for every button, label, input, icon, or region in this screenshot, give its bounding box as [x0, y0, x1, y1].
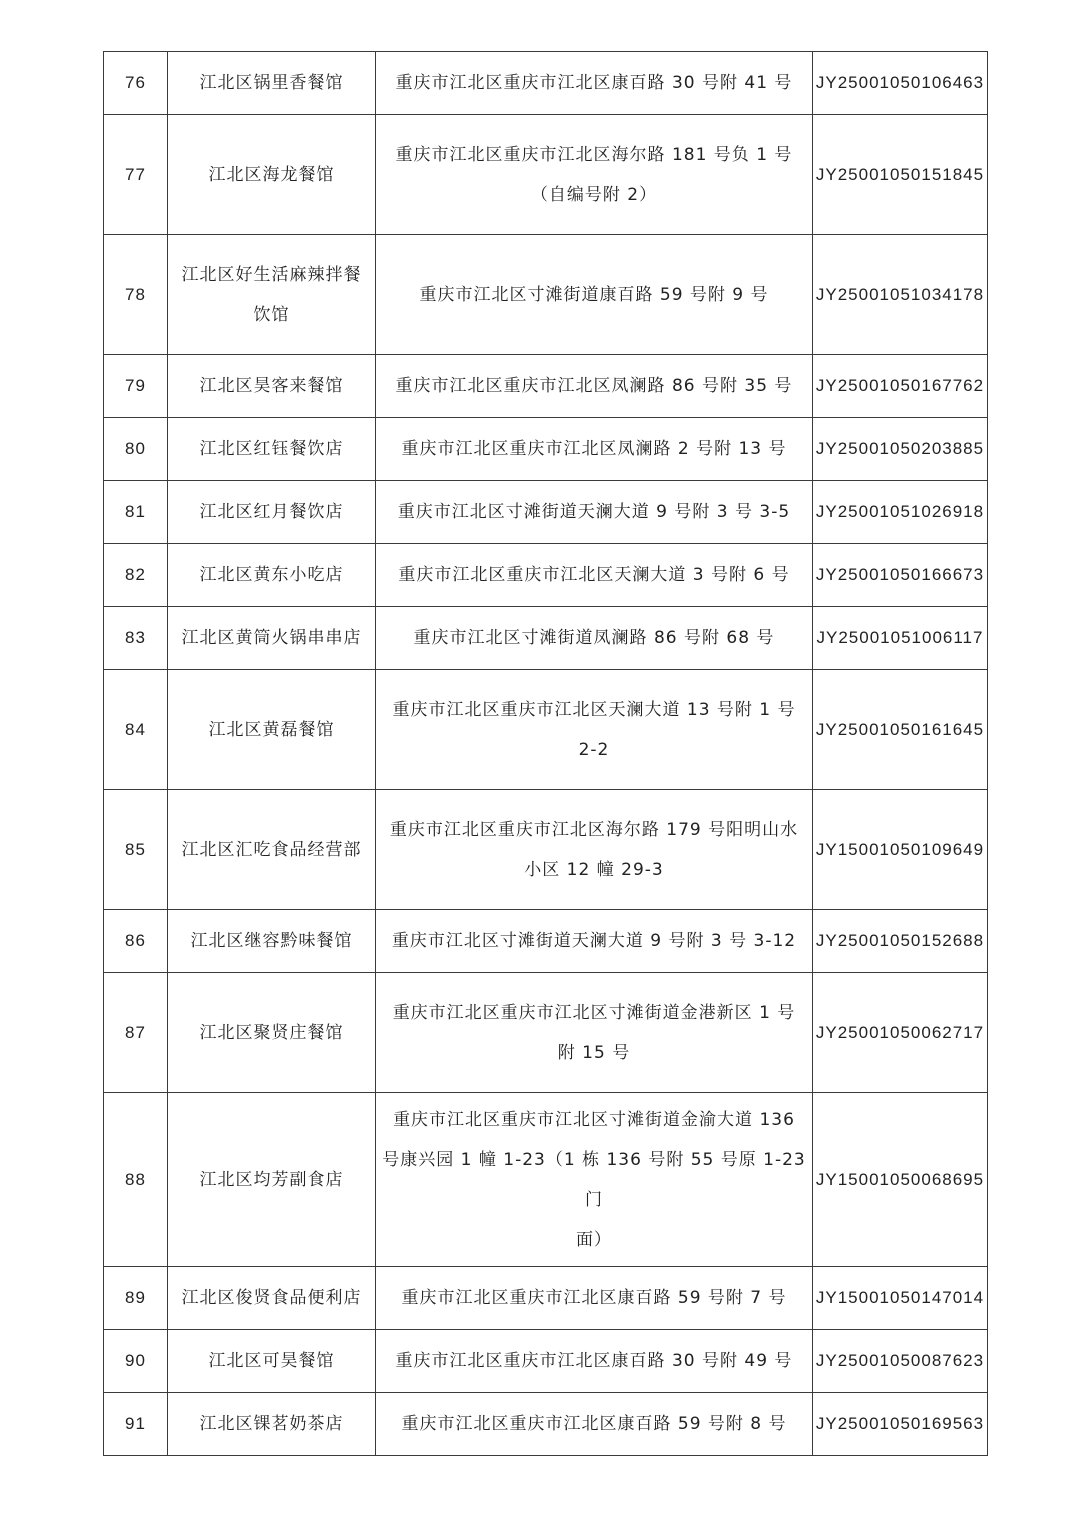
license-number-cell: JY25001050087623	[813, 1330, 988, 1393]
address-line: 重庆市江北区重庆市江北区康百路 59 号附 7 号	[401, 1288, 787, 1308]
license-number-cell: JY25001051034178	[813, 235, 988, 355]
license-number-cell: JY15001050109649	[813, 790, 988, 910]
business-name-cell	[168, 481, 376, 544]
row-number-cell: 78	[104, 235, 168, 355]
address-line: 附 15 号	[557, 1042, 631, 1063]
table-row	[104, 481, 988, 544]
license-number-cell: JY25001050169563	[813, 1393, 988, 1456]
address-cell	[376, 607, 813, 670]
license-number-cell: JY25001050151845	[813, 115, 988, 235]
address-cell	[376, 115, 813, 235]
registry-table-body	[104, 52, 988, 1456]
address-cell	[376, 910, 813, 973]
table-row	[104, 1093, 988, 1267]
address-cell	[376, 670, 813, 790]
business-name-cell	[168, 418, 376, 481]
business-name-line: 江北区好生活麻辣拌餐	[181, 264, 362, 285]
business-name-line: 江北区俊贤食品便利店	[181, 1288, 362, 1308]
table-row	[104, 1267, 988, 1330]
business-name-line: 江北区红钰餐饮店	[199, 439, 344, 459]
business-name-cell	[168, 1267, 376, 1330]
license-number-cell: JY25001051026918	[813, 481, 988, 544]
business-name-line: 江北区黄筒火锅串串店	[181, 628, 362, 648]
business-name-cell	[168, 52, 376, 115]
row-number-cell: 90	[104, 1330, 168, 1393]
address-cell	[376, 355, 813, 418]
business-name-cell	[168, 1393, 376, 1456]
address-line: 面）	[576, 1229, 612, 1250]
row-number-cell: 86	[104, 910, 168, 973]
table-row	[104, 910, 988, 973]
address-line: 重庆市江北区寸滩街道天澜大道 9 号附 3 号 3-5	[397, 502, 791, 522]
address-cell	[376, 418, 813, 481]
row-number-cell: 88	[104, 1093, 168, 1267]
address-cell	[376, 52, 813, 115]
address-cell	[376, 973, 813, 1093]
table-row	[104, 355, 988, 418]
table-row	[104, 790, 988, 910]
table-row	[104, 418, 988, 481]
business-name-cell	[168, 973, 376, 1093]
business-name-cell	[168, 544, 376, 607]
row-number-cell: 79	[104, 355, 168, 418]
business-name-line: 江北区汇吃食品经营部	[181, 839, 362, 860]
license-number-cell: JY25001050203885	[813, 418, 988, 481]
business-name-line: 江北区锅里香餐馆	[199, 73, 344, 93]
row-number-cell: 91	[104, 1393, 168, 1456]
business-name-cell	[168, 790, 376, 910]
business-name-cell	[168, 1330, 376, 1393]
row-number-cell: 85	[104, 790, 168, 910]
address-line: 重庆市江北区重庆市江北区凤澜路 2 号附 13 号	[401, 439, 787, 459]
table-row	[104, 52, 988, 115]
business-name-line: 江北区均芳副食店	[199, 1169, 344, 1190]
registry-table	[103, 51, 988, 1456]
address-line: 重庆市江北区重庆市江北区寸滩街道金港新区 1 号	[392, 1002, 796, 1023]
business-name-line: 江北区黄磊餐馆	[208, 719, 335, 740]
business-name-line: 江北区继容黔味餐馆	[190, 931, 353, 951]
license-number-cell: JY25001050062717	[813, 973, 988, 1093]
business-name-line: 饮馆	[253, 304, 290, 325]
row-number-cell: 87	[104, 973, 168, 1093]
business-name-cell	[168, 1093, 376, 1267]
row-number-cell: 82	[104, 544, 168, 607]
row-number-cell: 83	[104, 607, 168, 670]
table-row	[104, 115, 988, 235]
business-name-cell	[168, 670, 376, 790]
address-line: 重庆市江北区重庆市江北区海尔路 181 号负 1 号	[395, 144, 793, 165]
address-line: 号康兴园 1 幢 1-23（1 栋 136 号附 55 号原 1-23 门	[382, 1149, 806, 1210]
business-name-line: 江北区黄东小吃店	[199, 565, 344, 585]
address-cell	[376, 1393, 813, 1456]
license-number-cell: JY25001051006117	[813, 607, 988, 670]
address-line: （自编号附 2）	[530, 184, 658, 205]
address-cell	[376, 790, 813, 910]
business-name-cell	[168, 607, 376, 670]
business-name-cell	[168, 355, 376, 418]
address-line: 重庆市江北区寸滩街道凤澜路 86 号附 68 号	[413, 628, 775, 648]
business-name-line: 江北区可昊餐馆	[208, 1351, 335, 1371]
license-number-cell: JY25001050161645	[813, 670, 988, 790]
license-number-cell: JY25001050152688	[813, 910, 988, 973]
license-number-cell: JY15001050147014	[813, 1267, 988, 1330]
table-row	[104, 973, 988, 1093]
table-row	[104, 544, 988, 607]
license-number-cell: JY25001050106463	[813, 52, 988, 115]
address-line: 重庆市江北区重庆市江北区寸滩街道金渝大道 136	[393, 1109, 795, 1130]
table-row	[104, 670, 988, 790]
row-number-cell: 76	[104, 52, 168, 115]
address-cell	[376, 235, 813, 355]
address-line: 重庆市江北区重庆市江北区天澜大道 13 号附 1 号	[392, 699, 796, 720]
table-row	[104, 607, 988, 670]
row-number-cell: 81	[104, 481, 168, 544]
table-row	[104, 1330, 988, 1393]
address-cell	[376, 1267, 813, 1330]
address-line: 重庆市江北区重庆市江北区凤澜路 86 号附 35 号	[395, 376, 793, 396]
address-line: 重庆市江北区重庆市江北区康百路 59 号附 8 号	[401, 1414, 787, 1434]
address-line: 重庆市江北区寸滩街道天澜大道 9 号附 3 号 3-12	[391, 931, 797, 951]
table-row	[104, 1393, 988, 1456]
address-cell	[376, 1330, 813, 1393]
business-name-cell	[168, 115, 376, 235]
license-number-cell: JY25001050167762	[813, 355, 988, 418]
address-line: 重庆市江北区重庆市江北区海尔路 179 号阳明山水	[389, 819, 799, 840]
row-number-cell: 84	[104, 670, 168, 790]
address-cell	[376, 481, 813, 544]
address-line: 小区 12 幢 29-3	[524, 859, 664, 880]
license-number-cell: JY25001050166673	[813, 544, 988, 607]
row-number-cell: 77	[104, 115, 168, 235]
address-line: 重庆市江北区重庆市江北区康百路 30 号附 41 号	[395, 73, 793, 93]
table-row	[104, 235, 988, 355]
license-number-cell: JY15001050068695	[813, 1093, 988, 1267]
address-line: 2-2	[578, 739, 610, 760]
address-cell	[376, 1093, 813, 1267]
business-name-cell	[168, 910, 376, 973]
row-number-cell: 89	[104, 1267, 168, 1330]
address-line: 重庆市江北区重庆市江北区天澜大道 3 号附 6 号	[398, 565, 790, 585]
address-line: 重庆市江北区重庆市江北区康百路 30 号附 49 号	[395, 1351, 793, 1371]
business-name-line: 江北区红月餐饮店	[199, 502, 344, 522]
address-line: 重庆市江北区寸滩街道康百路 59 号附 9 号	[419, 284, 769, 305]
address-cell	[376, 544, 813, 607]
business-name-line: 江北区聚贤庄餐馆	[199, 1022, 344, 1043]
business-name-line: 江北区昊客来餐馆	[199, 376, 344, 396]
business-name-line: 江北区锞茗奶茶店	[199, 1414, 344, 1434]
business-name-line: 江北区海龙餐馆	[208, 164, 335, 185]
business-name-cell	[168, 235, 376, 355]
row-number-cell: 80	[104, 418, 168, 481]
